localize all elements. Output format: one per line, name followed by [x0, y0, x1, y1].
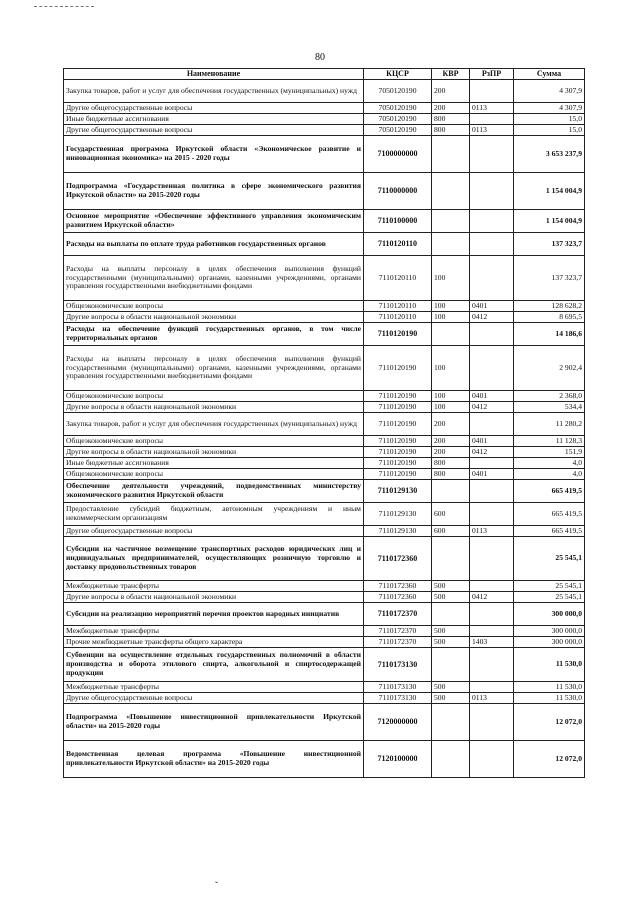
cell-name: Расходы на обеспечение функций государственных органов, в том числе территориальных органов: [64, 323, 364, 346]
cell-kvr: 800: [432, 458, 470, 469]
cell-rzpr: [470, 458, 514, 469]
cell-kvr: 100: [432, 346, 470, 391]
cell-sum: 8 695,5: [514, 312, 585, 323]
cell-rzpr: [470, 480, 514, 503]
cell-sum: 1 154 004,9: [514, 210, 585, 233]
header-sum: Сумма: [514, 69, 585, 80]
cell-name: Общеэкономические вопросы: [64, 436, 364, 447]
table-row: [64, 447, 585, 458]
cell-name: Предоставление субсидий бюджетным, автономным учреждениям и иным некоммерческим организациям: [64, 503, 364, 526]
cell-kvr: [432, 323, 470, 346]
cell-name: Закупка товаров, работ и услуг для обеспечения государственных (муниципальных) нужд: [64, 413, 364, 436]
cell-kcsr: 7110120190: [364, 436, 432, 447]
cell-rzpr: 0113: [470, 693, 514, 704]
table-row: [64, 648, 585, 682]
cell-kvr: 100: [432, 391, 470, 402]
header-kvr: КВР: [432, 69, 470, 80]
cell-rzpr: 0113: [470, 125, 514, 136]
cell-kvr: 800: [432, 114, 470, 125]
cell-rzpr: [470, 704, 514, 741]
cell-rzpr: 0401: [470, 301, 514, 312]
cell-kcsr: 7110129130: [364, 480, 432, 503]
page-number: 80: [315, 52, 325, 63]
cell-kvr: 800: [432, 125, 470, 136]
cell-sum: 665 419,5: [514, 503, 585, 526]
cell-rzpr: 0401: [470, 391, 514, 402]
cell-rzpr: [470, 210, 514, 233]
cell-name: Расходы на выплаты персоналу в целях обеспечения выполнения функций государственными (муниципальными) органами, казенными учреждениями, органами управления государственными внебюджетными фондами: [64, 346, 364, 391]
table-header-row: [64, 69, 585, 80]
cell-rzpr: 1403: [470, 637, 514, 648]
cell-name: Другие общегосударственные вопросы: [64, 103, 364, 114]
cell-kvr: [432, 210, 470, 233]
cell-kvr: [432, 603, 470, 626]
cell-sum: 665 419,5: [514, 480, 585, 503]
cell-name: Ведомственная целевая программа «Повышение инвестиционной привлекательности Иркутской области» на 2015-2020 годы: [64, 741, 364, 778]
cell-sum: 2 368,0: [514, 391, 585, 402]
cell-name: Другие вопросы в области национальной экономики: [64, 592, 364, 603]
table-row: [64, 682, 585, 693]
table-row: [64, 402, 585, 413]
table-row: [64, 458, 585, 469]
cell-sum: 11 530,0: [514, 693, 585, 704]
cell-kcsr: 7110120190: [364, 346, 432, 391]
cell-kcsr: 7110172370: [364, 637, 432, 648]
cell-rzpr: 0412: [470, 447, 514, 458]
budget-table: [63, 68, 585, 778]
cell-sum: 15,0: [514, 114, 585, 125]
table-row: [64, 704, 585, 741]
cell-kcsr: 7110172360: [364, 581, 432, 592]
cell-kvr: 500: [432, 592, 470, 603]
cell-sum: 300 000,0: [514, 626, 585, 637]
cell-kvr: 200: [432, 447, 470, 458]
cell-name: Подпрограмма «Повышение инвестиционной привлекательности Иркутской области» на 2015-2020 годы: [64, 704, 364, 741]
cell-name: Межбюджетные трансферты: [64, 581, 364, 592]
table-row: [64, 80, 585, 103]
cell-sum: 151,9: [514, 447, 585, 458]
table-row: [64, 125, 585, 136]
cell-sum: 4,0: [514, 469, 585, 480]
cell-sum: 128 628,2: [514, 301, 585, 312]
cell-sum: 534,4: [514, 402, 585, 413]
table-row: [64, 503, 585, 526]
cell-sum: 4 307,9: [514, 80, 585, 103]
cell-name: Другие вопросы в области национальной экономики: [64, 312, 364, 323]
cell-kvr: 500: [432, 637, 470, 648]
cell-name: Общеэкономические вопросы: [64, 391, 364, 402]
table-row: [64, 391, 585, 402]
cell-rzpr: 0113: [470, 526, 514, 537]
cell-kcsr: 7110129130: [364, 526, 432, 537]
cell-kcsr: 7120000000: [364, 704, 432, 741]
cell-sum: 1 154 004,9: [514, 173, 585, 210]
cell-kvr: 200: [432, 436, 470, 447]
table-row: [64, 626, 585, 637]
cell-sum: 11 280,2: [514, 413, 585, 436]
cell-name: Субсидии на реализацию мероприятий перечня проектов народных инициатив: [64, 603, 364, 626]
table-body: [64, 80, 585, 778]
cell-kcsr: 7110120190: [364, 413, 432, 436]
cell-sum: 25 545,1: [514, 537, 585, 581]
cell-kvr: 800: [432, 469, 470, 480]
cell-kvr: 100: [432, 312, 470, 323]
cell-sum: 14 186,6: [514, 323, 585, 346]
cell-kcsr: 7110172370: [364, 603, 432, 626]
cell-kcsr: 7110000000: [364, 173, 432, 210]
cell-rzpr: 0412: [470, 592, 514, 603]
cell-sum: 11 530,0: [514, 648, 585, 682]
cell-name: Иные бюджетные ассигнования: [64, 458, 364, 469]
cell-kcsr: 7050120190: [364, 114, 432, 125]
cell-kvr: 500: [432, 581, 470, 592]
table-row: [64, 526, 585, 537]
header-kcsr: КЦСР: [364, 69, 432, 80]
cell-name: Субсидии на частичное возмещение транспортных расходов юридических лиц и индивидуальных предпринимателей, осуществляющих розничную торговлю и доставку продовольственных товаров: [64, 537, 364, 581]
table-row: [64, 136, 585, 173]
table-row: [64, 301, 585, 312]
table-row: [64, 210, 585, 233]
cell-kcsr: 7110120190: [364, 391, 432, 402]
cell-kcsr: 7110100000: [364, 210, 432, 233]
cell-kcsr: 7110120190: [364, 323, 432, 346]
table-row: [64, 233, 585, 256]
cell-kvr: [432, 648, 470, 682]
cell-kvr: 500: [432, 626, 470, 637]
cell-sum: 25 545,1: [514, 592, 585, 603]
table-row: [64, 469, 585, 480]
cell-kcsr: 7050120190: [364, 103, 432, 114]
cell-sum: 300 000,0: [514, 603, 585, 626]
cell-kvr: [432, 704, 470, 741]
cell-rzpr: 0401: [470, 436, 514, 447]
cell-kcsr: 7110172360: [364, 537, 432, 581]
cell-name: Другие общегосударственные вопросы: [64, 526, 364, 537]
cell-kvr: 200: [432, 103, 470, 114]
cell-kvr: [432, 741, 470, 778]
cell-rzpr: [470, 603, 514, 626]
cell-name: Расходы на выплаты по оплате труда работников государственных органов: [64, 233, 364, 256]
table-row: [64, 592, 585, 603]
cell-kcsr: 7050120190: [364, 80, 432, 103]
cell-name: Иные бюджетные ассигнования: [64, 114, 364, 125]
cell-sum: 15,0: [514, 125, 585, 136]
table-row: [64, 103, 585, 114]
cell-name: Другие вопросы в области национальной экономики: [64, 447, 364, 458]
table-row: [64, 114, 585, 125]
cell-kvr: 500: [432, 693, 470, 704]
cell-sum: 300 000,0: [514, 637, 585, 648]
cell-sum: 11 530,0: [514, 682, 585, 693]
cell-kcsr: 7110120110: [364, 301, 432, 312]
table-row: [64, 480, 585, 503]
cell-kvr: 500: [432, 682, 470, 693]
cell-name: Основное мероприятие «Обеспечение эффективного управления экономическим развитием Иркутской области»: [64, 210, 364, 233]
header-rzpr: РзПР: [470, 69, 514, 80]
table-row: [64, 637, 585, 648]
cell-rzpr: 0412: [470, 312, 514, 323]
table-row: [64, 693, 585, 704]
cell-name: Обеспечение деятельности учреждений, подведомственных министерству экономического развития Иркутской области: [64, 480, 364, 503]
cell-kcsr: 7100000000: [364, 136, 432, 173]
cell-name: Общеэкономические вопросы: [64, 301, 364, 312]
table-row: [64, 323, 585, 346]
cell-kcsr: 7110172370: [364, 626, 432, 637]
cell-kvr: [432, 537, 470, 581]
cell-sum: 11 128,3: [514, 436, 585, 447]
cell-name: Государственная программа Иркутской области «Экономическое развитие и инновационная экономика» на 2015 - 2020 годы: [64, 136, 364, 173]
cell-kcsr: 7110120110: [364, 256, 432, 301]
cell-rzpr: [470, 323, 514, 346]
cell-kcsr: 7110173130: [364, 693, 432, 704]
cell-rzpr: [470, 173, 514, 210]
cell-sum: 137 323,7: [514, 256, 585, 301]
table-row: [64, 741, 585, 778]
cell-rzpr: [470, 648, 514, 682]
cell-rzpr: [470, 503, 514, 526]
cell-rzpr: [470, 626, 514, 637]
cell-name: Прочие межбюджетные трансферты общего характера: [64, 637, 364, 648]
cell-kcsr: 7110129130: [364, 503, 432, 526]
cell-kvr: 100: [432, 301, 470, 312]
cell-rzpr: [470, 581, 514, 592]
cell-sum: 4 307,9: [514, 103, 585, 114]
table-row: [64, 581, 585, 592]
cell-rzpr: 0401: [470, 469, 514, 480]
cell-name: Другие вопросы в области национальной экономики: [64, 402, 364, 413]
cell-rzpr: [470, 537, 514, 581]
cell-sum: 4,0: [514, 458, 585, 469]
cell-rzpr: [470, 114, 514, 125]
cell-rzpr: [470, 136, 514, 173]
cell-sum: 12 072,0: [514, 741, 585, 778]
cell-kcsr: 7110120190: [364, 469, 432, 480]
table-row: [64, 537, 585, 581]
cell-kvr: 200: [432, 413, 470, 436]
table-row: [64, 312, 585, 323]
cell-rzpr: [470, 682, 514, 693]
cell-sum: 2 902,4: [514, 346, 585, 391]
cell-kcsr: 7110120190: [364, 458, 432, 469]
cell-sum: 137 323,7: [514, 233, 585, 256]
scan-dot-mark: ˇ: [215, 880, 218, 890]
cell-kvr: [432, 136, 470, 173]
cell-kcsr: 7110120190: [364, 447, 432, 458]
cell-name: Субвенции на осуществление отдельных государственных полномочий в области производства и оборота этилового спирта, алкогольной и спиртосодержащей продукции: [64, 648, 364, 682]
cell-rzpr: [470, 346, 514, 391]
cell-kvr: [432, 480, 470, 503]
cell-name: Другие общегосударственные вопросы: [64, 693, 364, 704]
cell-sum: 665 419,5: [514, 526, 585, 537]
table-row: [64, 173, 585, 210]
cell-name: Общеэкономические вопросы: [64, 469, 364, 480]
cell-name: Закупка товаров, работ и услуг для обеспечения государственных (муниципальных) нужд: [64, 80, 364, 103]
cell-rzpr: [470, 256, 514, 301]
cell-name: Межбюджетные трансферты: [64, 682, 364, 693]
cell-kcsr: 7110173130: [364, 648, 432, 682]
table-row: [64, 256, 585, 301]
table-row: [64, 436, 585, 447]
cell-name: Расходы на выплаты персоналу в целях обеспечения выполнения функций государственными (муниципальными) органами, казенными учреждениями, органами управления государственными внебюджетными фондами: [64, 256, 364, 301]
cell-kcsr: 7110120190: [364, 402, 432, 413]
cell-rzpr: [470, 233, 514, 256]
cell-kvr: 600: [432, 503, 470, 526]
table-row: [64, 346, 585, 391]
cell-kcsr: 7120100000: [364, 741, 432, 778]
cell-rzpr: 0412: [470, 402, 514, 413]
header-name: Наименование: [64, 69, 364, 80]
cell-sum: 25 545,1: [514, 581, 585, 592]
cell-kvr: 100: [432, 402, 470, 413]
cell-kvr: 100: [432, 256, 470, 301]
cell-name: Подпрограмма «Государственная политика в сфере экономического развития Иркутской области» на 2015-2020 годы: [64, 173, 364, 210]
cell-name: Межбюджетные трансферты: [64, 626, 364, 637]
cell-kvr: [432, 233, 470, 256]
cell-rzpr: 0113: [470, 103, 514, 114]
cell-kvr: [432, 173, 470, 210]
cell-kvr: 200: [432, 80, 470, 103]
table-row: [64, 413, 585, 436]
table-row: [64, 603, 585, 626]
cell-kcsr: 7050120190: [364, 125, 432, 136]
cell-rzpr: [470, 80, 514, 103]
cell-rzpr: [470, 413, 514, 436]
cell-kcsr: 7110120110: [364, 233, 432, 256]
scan-edge-mark: [34, 6, 94, 8]
cell-name: Другие общегосударственные вопросы: [64, 125, 364, 136]
cell-sum: 12 072,0: [514, 704, 585, 741]
cell-kvr: 600: [432, 526, 470, 537]
cell-kcsr: 7110172360: [364, 592, 432, 603]
cell-rzpr: [470, 741, 514, 778]
cell-kcsr: 7110120110: [364, 312, 432, 323]
cell-sum: 3 653 237,9: [514, 136, 585, 173]
cell-kcsr: 7110173130: [364, 682, 432, 693]
